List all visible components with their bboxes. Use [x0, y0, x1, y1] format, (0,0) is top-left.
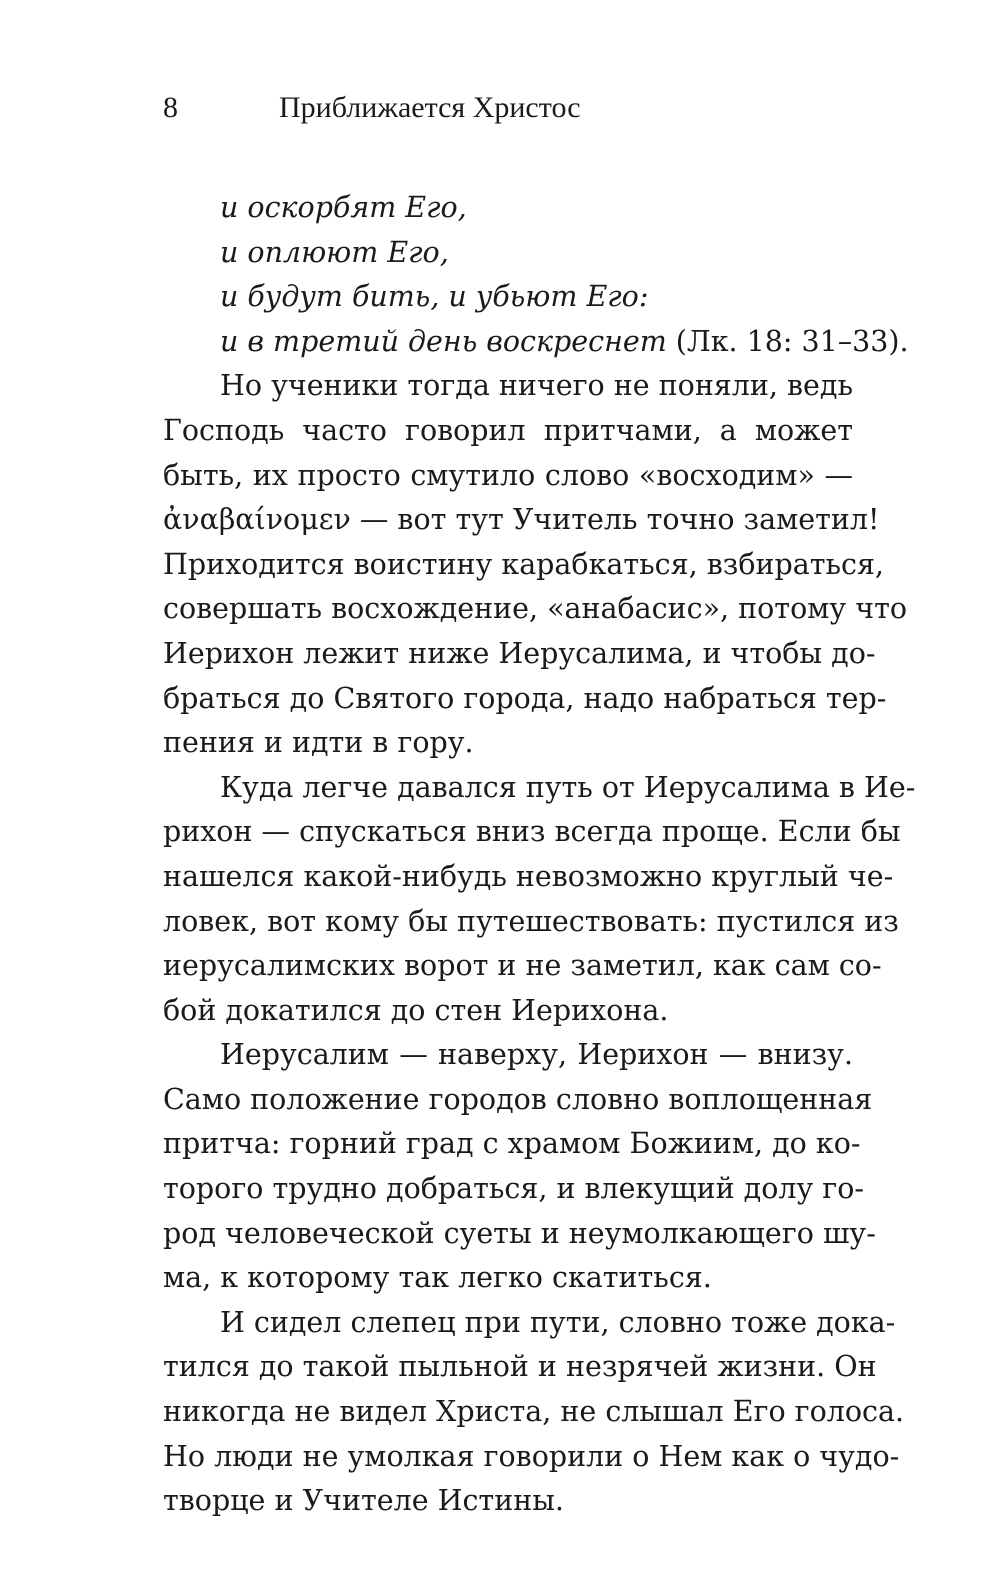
paragraph — [163, 364, 907, 765]
text-line: тился до такой пыльной и незрячей жизни. Он — [163, 1350, 877, 1384]
text-line: Но люди не умолкая говорили о Нем как о чудо- — [163, 1439, 900, 1473]
text-line: торого трудно добраться, и влекущий долу го- — [163, 1172, 865, 1206]
text-line: ловек, вот кому бы путешествовать: пустился из — [163, 904, 899, 938]
verse-quote — [163, 186, 909, 364]
text-line: Куда легче давался путь от Иерусалима в Ие- — [220, 770, 916, 804]
page-header — [163, 86, 853, 130]
text-line: иерусалимских ворот и не заметил, как сам со- — [163, 949, 882, 983]
text-line: рихон — спускаться вниз всегда проще. Если бы — [163, 815, 901, 849]
text-line: Иерихон лежит ниже Иерусалима, и чтобы до- — [163, 636, 876, 670]
text-line: ма, к которому так легко скатиться. — [163, 1261, 712, 1295]
paragraph — [163, 766, 916, 1034]
text-line: Но ученики тогда ничего не поняли, ведь — [220, 369, 853, 403]
text-line: Само положение городов словно воплощенная — [163, 1082, 873, 1116]
paragraph — [163, 1033, 876, 1301]
body-text — [163, 186, 916, 1524]
text-line: никогда не видел Христа, не слышал Его голоса. — [163, 1395, 905, 1429]
paragraph — [163, 1301, 905, 1524]
text-line: пения и идти в гору. — [163, 726, 474, 760]
verse-line: и оплюют Его, — [220, 235, 449, 269]
text-line: И сидел слепец при пути, словно тоже дока- — [220, 1305, 896, 1339]
verse-reference: (Лк. 18: 31–33). — [666, 324, 909, 358]
page-number: 8 — [163, 91, 178, 124]
text-line: притча: горний град с храмом Божиим, до ко- — [163, 1127, 861, 1161]
text-line: совершать восхождение, «анабасис», потому что — [163, 592, 907, 626]
verse-line: и оскорбят Его, — [220, 191, 467, 224]
text-line: ἀναβαίνομεν — вот тут Учитель точно заметил! — [163, 503, 880, 537]
text-line: браться до Святого города, надо набраться тер- — [163, 681, 887, 715]
text-line: Приходится воистину карабкаться, взбираться, — [163, 547, 884, 581]
text-line: Господь часто говорил притчами, а может — [163, 413, 853, 447]
text-line: бой докатился до стен Иерихона. — [163, 993, 669, 1027]
text-line: быть, их просто смутило слово «восходим» — — [163, 458, 853, 492]
running-title: Приближается Христос — [279, 91, 581, 124]
text-line: нашелся какой-нибудь невозможно круглый че- — [163, 859, 894, 893]
text-line: творце и Учителе Истины. — [163, 1484, 564, 1518]
verse-line: и будут бить, и убьют Его: — [220, 280, 649, 314]
verse-line: и в третий день воскреснет — [220, 324, 667, 358]
text-line: род человеческой суеты и неумолкающего шу- — [163, 1216, 876, 1250]
verse-line-with-reference — [163, 320, 909, 365]
text-line: Иерусалим — наверху, Иерихон — внизу. — [220, 1038, 853, 1072]
